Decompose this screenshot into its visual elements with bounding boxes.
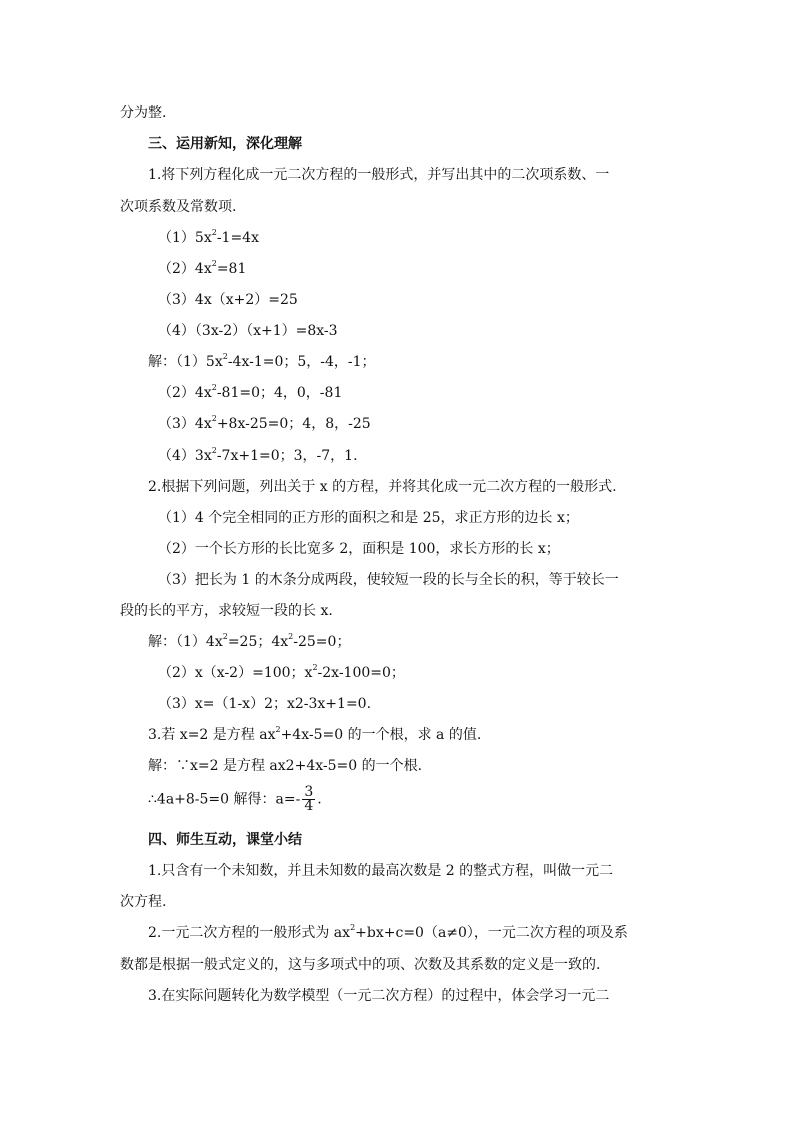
- text-line: 次方程.: [120, 894, 167, 910]
- solution-line: $(3)4x^2+8x-25=0$；4，8，-25: [158, 414, 371, 432]
- summary-2: 2.一元二次方程的一般形式为 $ax^2+bx+c=0(a\ne 0)$，一元二次方程的项及系: [148, 923, 628, 941]
- text-line: 分为整.: [120, 105, 167, 121]
- summary-3: 3.在实际问题转化为数学模型（一元二次方程）的过程中，体会学习一元二: [148, 988, 610, 1004]
- text-line: （2）一个长方形的长比宽多 2，面积是 100，求长方形的长 x；: [158, 541, 560, 557]
- solution-line: $(4)3x^2-7x+1=0$；3，-7，1.: [158, 446, 358, 464]
- section-heading: 四、师生互动，课堂小结: [148, 832, 302, 848]
- text-line: 次项系数及常数项.: [120, 199, 237, 215]
- text-line: 段的长的平方，求较短一段的长 x.: [120, 603, 333, 619]
- summary-1: 1.只含有一个未知数，并且未知数的最高次数是 2 的整式方程，叫做一元二: [148, 863, 614, 879]
- solution-line: （3）x=（1-x）2；x2-3x+1=0.: [158, 696, 372, 712]
- section-heading: 三、运用新知，深化理解: [148, 136, 302, 152]
- text-line: （3）把长为 1 的木条分成两段，使较短一段的长与全长的积，等于较长一: [158, 572, 619, 588]
- equation-4: （4）（3x-2）（x+1）=8x-3: [158, 323, 338, 339]
- text-line: 数都是根据一般式定义的，这与多项式中的项、次数及其系数的定义是一致的.: [120, 957, 601, 973]
- text-line: （1）4 个完全相同的正方形的面积之和是 25，求正方形的边长 x；: [158, 510, 579, 526]
- equation-3: （3）4x（x+2）=25: [158, 292, 298, 308]
- solution-line: ∴4a+8-5=0 解得：a=- $\frac{3}{4}$ .: [148, 784, 322, 814]
- question-3: 3.若 x=2 是方程 $ax^2+4x-5=0$ 的一个根，求 a 的值.: [148, 725, 482, 743]
- equation-2: $(2)4x^2=81$: [158, 259, 247, 277]
- solution-line: $(2)4x^2-81=0$；4，0，-81: [158, 383, 343, 401]
- solution-line: 解：$(1)4x^2=25$；$4x^2-25=0$；: [148, 632, 351, 650]
- question-2: 2.根据下列问题，列出关于 x 的方程，并将其化成一元二次方程的一般形式.: [148, 479, 617, 495]
- fraction: $\frac{3}{4}$: [304, 784, 314, 814]
- equation-1: $(1)5x^2-1=4x$: [158, 228, 259, 246]
- solution-line: 解：$(1)5x^2-4x-1=0$；5，-4，-1；: [148, 352, 376, 370]
- solution-line: （2）x（x-2）=100；$x^2-2x-100=0$；: [158, 663, 405, 681]
- question-1: 1.将下列方程化成一元二次方程的一般形式，并写出其中的二次项系数、一: [148, 167, 610, 183]
- solution-line: 解：∵x=2 是方程 ax2+4x-5=0 的一个根.: [148, 758, 423, 774]
